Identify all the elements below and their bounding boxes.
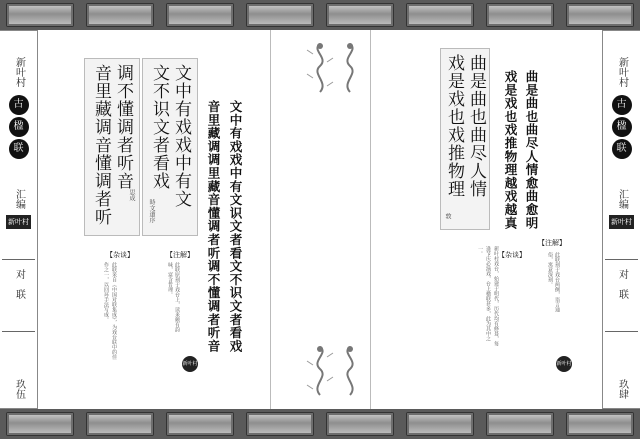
artist-seal: 時文道序 — [148, 199, 155, 223]
section-label — [0, 269, 37, 299]
book-title-char: 古 — [9, 95, 29, 115]
carved-panel — [486, 3, 554, 27]
carved-panel — [326, 412, 394, 436]
calligraphy-scroll — [440, 48, 490, 230]
village-tag — [0, 215, 37, 229]
village-name-text: 新叶村 — [13, 57, 25, 87]
book-title-char: 楹 — [612, 117, 632, 137]
calligraphy-column: 戏是戏也戏推物理 — [444, 54, 464, 198]
misc-heading: 【杂谈】 — [498, 251, 526, 259]
couplet-line: 戏是戏也戏推物理越戏越真 — [503, 70, 518, 230]
bottom-carved-border — [0, 409, 640, 439]
calligraphy-column: 调不懂调者听音 — [113, 64, 133, 190]
misc-text: 此联采自《中国对联集成》，为戏台联中的佳作之一，以回环手法写成。 — [103, 262, 117, 360]
page-number — [0, 379, 37, 399]
artist-seal: 敦 — [444, 213, 451, 219]
carved-panel — [246, 412, 314, 436]
carved-panel — [406, 3, 474, 27]
misc-heading: 【杂谈】 — [106, 251, 134, 259]
carved-panel — [86, 3, 154, 27]
volume-label — [0, 189, 37, 209]
page-badge: 新叶村 — [556, 356, 572, 372]
page-number-text: 玖伍 — [13, 379, 25, 399]
calligraphy-column: 音里藏调音懂调者听 — [91, 64, 111, 226]
village-tag-text: 新叶村 — [609, 215, 634, 229]
page-number — [603, 379, 640, 399]
top-carved-border — [0, 0, 640, 30]
artist-seal: 思成 — [128, 189, 135, 201]
calligraphy-scroll — [142, 58, 198, 236]
misc-text: 新叶村戏台，始建于明代，历代均有修葺，每逢节庆必演戏，台上楹联甚多，此为其中之一。 — [477, 246, 499, 346]
carved-panel — [326, 3, 394, 27]
note-heading: 【注解】 — [538, 239, 566, 247]
carved-panel — [166, 3, 234, 27]
village-name-text: 新叶村 — [616, 57, 628, 87]
right-sidebar — [602, 30, 640, 409]
note-text: 此联刻于戏台两侧，语言通俗，寓意深刻。 — [547, 252, 560, 312]
center-gutter — [328, 40, 372, 399]
book-title-char: 楹 — [9, 117, 29, 137]
calligraphy-scroll — [84, 58, 140, 236]
carved-panel — [566, 412, 634, 436]
carved-panel — [566, 3, 634, 27]
carved-panel — [246, 3, 314, 27]
calligraphy-column: 曲是曲也曲尽人情 — [466, 54, 486, 198]
calligraphy-column: 文不识文者看戏 — [149, 64, 169, 190]
couplet-line: 曲是曲也曲尽人情愈曲愈明 — [524, 70, 539, 230]
carved-panel — [6, 3, 74, 27]
volume-label — [603, 189, 640, 209]
village-tag — [603, 215, 640, 229]
book-title-char: 古 — [612, 95, 632, 115]
calligraphy-column: 文中有戏戏中有文 — [171, 64, 191, 208]
couplet-line: 音里藏调调里藏音懂调者听调不懂调者听音 — [206, 100, 221, 353]
carved-panel — [486, 412, 554, 436]
couplet-line: 文中有戏戏中有文识文者看文不识文者看戏 — [228, 100, 243, 353]
carved-panel — [166, 412, 234, 436]
note-text: 此联原刻于戏台上，读来颇有韵味，富含哲理。 — [167, 262, 180, 332]
section-text: 对 联 — [616, 269, 628, 299]
book-title-seal — [0, 93, 37, 161]
book-title-char: 联 — [9, 139, 29, 159]
carved-panel — [406, 412, 474, 436]
carved-panel — [86, 412, 154, 436]
book-title-seal — [603, 93, 640, 161]
village-name — [0, 57, 37, 87]
divider — [2, 259, 35, 260]
dragon-ornament-icon — [333, 40, 367, 96]
divider — [2, 331, 35, 332]
book-title-char: 联 — [612, 139, 632, 159]
village-tag-text: 新叶村 — [6, 215, 31, 229]
left-sidebar — [0, 30, 38, 409]
volume-text: 汇编 — [616, 189, 628, 209]
section-text: 对 联 — [13, 269, 25, 299]
dragon-ornament-icon — [333, 343, 367, 399]
carved-panel — [6, 412, 74, 436]
page-edge — [270, 30, 271, 409]
divider — [605, 259, 638, 260]
village-name — [603, 57, 640, 87]
page-number-text: 玖肆 — [616, 379, 628, 399]
section-label — [603, 269, 640, 299]
note-heading: 【注解】 — [166, 251, 194, 259]
volume-text: 汇编 — [13, 189, 25, 209]
page-badge: 新叶村 — [182, 356, 198, 372]
divider — [605, 331, 638, 332]
